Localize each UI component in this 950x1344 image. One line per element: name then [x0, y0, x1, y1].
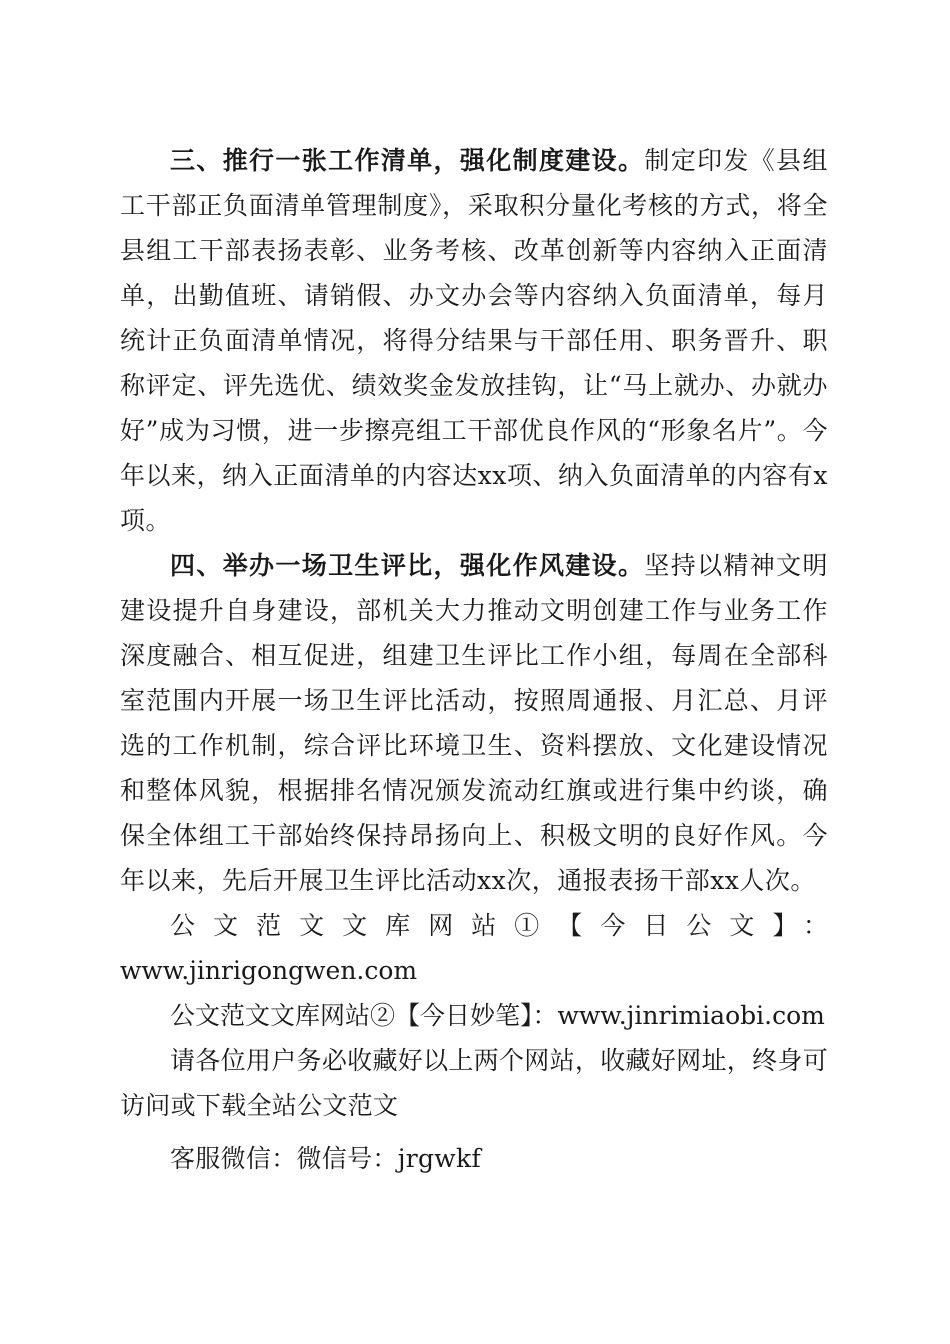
bookmark-notice: 请各位用户务必收藏好以上两个网站，收藏好网址，终身可访问或下载全站公文范文	[120, 1046, 828, 1120]
section-heading-3: 三、推行一张工作清单，强化制度建设。	[170, 146, 645, 175]
customer-service-wechat: 客服微信：微信号：jrgwkf	[170, 1144, 482, 1173]
section-paragraph-4	[120, 543, 828, 903]
site2-line[interactable]: 公文范文文库网站②【今日妙笔】：www.jinrimiaobi.com	[170, 1001, 825, 1030]
section-body-3: 制定印发《县组工干部正负面清单管理制度》，采取积分量化考核的方式，将全县组工干部表扬表彰、业务考核、改革创新等内容纳入正面清单，出勤值班、请销假、办文办会等内容纳入负面清单，每月统计正负面清单情况，将得分结果与干部任用、职务晋升、职称评定、评先选优、绩效奖金发放挂钩，让“马上就办、办就办好”成为习惯，进一步擦亮组工干部优良作风的“形象名片”。今年以来，纳入正面清单的内容达xx项、纳入负面清单的内容有x项。	[120, 146, 828, 535]
document-page	[120, 138, 828, 1181]
section-paragraph-3	[120, 138, 828, 543]
footer-block	[120, 903, 828, 1181]
section-body-4: 坚持以精神文明建设提升自身建设，部机关大力推动文明创建工作与业务工作深度融合、相互促进，组建卫生评比工作小组，每周在全部科室范围内开展一场卫生评比活动，按照周通报、月汇总、月评选的工作机制，综合评比环境卫生、资料摆放、文化建设情况和整体风貌，根据排名情况颁发流动红旗或进行集中约谈，确保全体组工干部始终保持昂扬向上、积极文明的良好作风。今年以来，先后开展卫生评比活动xx次，通报表扬干部xx人次。	[120, 551, 828, 895]
site1-url-link[interactable]: www.jinrigongwen.com	[120, 956, 418, 985]
section-heading-4: 四、举办一场卫生评比，强化作风建设。	[170, 551, 645, 580]
site1-label: 公文范文文库网站①【今日公文】：	[170, 911, 828, 940]
